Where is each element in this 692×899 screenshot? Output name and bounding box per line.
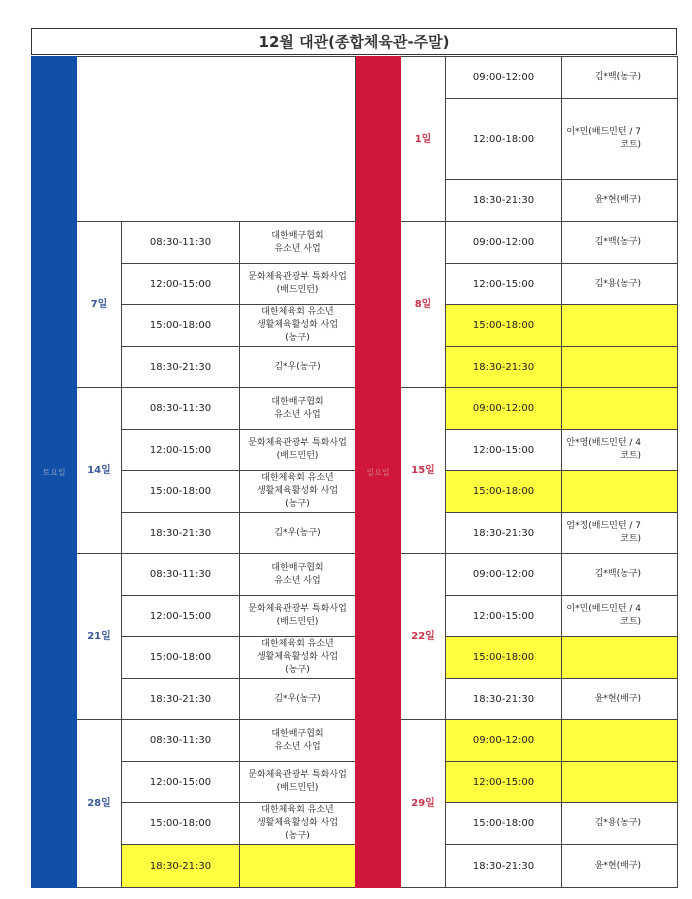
time-cell: 18:30-21:30 bbox=[446, 180, 562, 222]
time-cell: 12:00-18:00 bbox=[446, 99, 562, 180]
table-row bbox=[32, 305, 678, 347]
table-row bbox=[32, 388, 678, 430]
date-cell-sun-22: 22일 bbox=[401, 554, 446, 720]
time-cell: 12:00-15:00 bbox=[446, 596, 562, 637]
activity-cell: 윤*현(배구) bbox=[562, 180, 678, 222]
activity-cell: 대한배구협회 유소년 사업 bbox=[240, 554, 356, 596]
table-row bbox=[32, 264, 678, 305]
time-cell: 12:00-15:00 bbox=[446, 430, 562, 471]
table-row bbox=[32, 471, 678, 513]
activity-cell: 김*백(농구) bbox=[562, 57, 678, 99]
time-cell-open: 15:00-18:00 bbox=[446, 305, 562, 347]
time-cell: 08:30-11:30 bbox=[122, 222, 240, 264]
activity-cell: 윤*현(배구) bbox=[562, 679, 678, 720]
activity-cell-open bbox=[562, 720, 678, 762]
time-cell: 09:00-12:00 bbox=[446, 222, 562, 264]
activity-cell: 문화체육관광부 특화사업 (배드민턴) bbox=[240, 596, 356, 637]
table-row bbox=[32, 222, 678, 264]
table-row bbox=[32, 720, 678, 762]
activity-cell: 문화체육관광부 특화사업 (배드민턴) bbox=[240, 264, 356, 305]
activity-cell-open bbox=[562, 305, 678, 347]
activity-cell: 대한배구협회 유소년 사업 bbox=[240, 388, 356, 430]
page-title: 12월 대관(종합체육관-주말) bbox=[31, 28, 677, 55]
time-cell-open: 18:30-21:30 bbox=[446, 347, 562, 388]
time-cell: 18:30-21:30 bbox=[122, 347, 240, 388]
activity-cell: 윤*현(배구) bbox=[562, 845, 678, 888]
time-cell: 15:00-18:00 bbox=[122, 471, 240, 513]
table-row bbox=[32, 679, 678, 720]
activity-cell-open bbox=[562, 637, 678, 679]
time-cell: 18:30-21:30 bbox=[122, 679, 240, 720]
table-row bbox=[32, 845, 678, 888]
time-cell-open: 12:00-15:00 bbox=[446, 762, 562, 803]
table-row bbox=[32, 762, 678, 803]
time-cell: 15:00-18:00 bbox=[446, 803, 562, 845]
sunday-band: 일요일 bbox=[356, 57, 401, 888]
activity-cell: 이*민(배드민턴 / 4코트) bbox=[562, 596, 678, 637]
saturday-band: 토요일 bbox=[32, 57, 77, 888]
activity-cell: 대한체육회 유소년 생활체육활성화 사업 (농구) bbox=[240, 637, 356, 679]
time-cell: 12:00-15:00 bbox=[446, 264, 562, 305]
activity-cell-open bbox=[240, 845, 356, 888]
table-row bbox=[32, 554, 678, 596]
date-cell-sat-28: 28일 bbox=[77, 720, 122, 888]
table-row bbox=[32, 596, 678, 637]
time-cell-open: 15:00-18:00 bbox=[446, 637, 562, 679]
time-cell: 12:00-15:00 bbox=[122, 264, 240, 305]
activity-cell-open bbox=[562, 347, 678, 388]
rental-schedule-table bbox=[31, 56, 678, 888]
date-cell-sun-15: 15일 bbox=[401, 388, 446, 554]
activity-cell: 김*우(농구) bbox=[240, 679, 356, 720]
time-cell: 12:00-15:00 bbox=[122, 762, 240, 803]
time-cell-open: 15:00-18:00 bbox=[446, 471, 562, 513]
activity-cell-open bbox=[562, 388, 678, 430]
activity-cell: 대한배구협회 유소년 사업 bbox=[240, 222, 356, 264]
time-cell: 15:00-18:00 bbox=[122, 305, 240, 347]
time-cell: 09:00-12:00 bbox=[446, 554, 562, 596]
table-row bbox=[32, 347, 678, 388]
table-row bbox=[32, 637, 678, 679]
activity-cell: 김*백(농구) bbox=[562, 222, 678, 264]
activity-cell: 대한체육회 유소년 생활체육활성화 사업 (농구) bbox=[240, 471, 356, 513]
activity-cell: 김*용(농구) bbox=[562, 264, 678, 305]
activity-cell: 이*민(배드민턴 / 7코트) bbox=[562, 99, 678, 180]
time-cell: 12:00-15:00 bbox=[122, 596, 240, 637]
activity-cell-open bbox=[562, 762, 678, 803]
activity-cell: 안*영(배드민턴 / 4코트) bbox=[562, 430, 678, 471]
activity-cell: 대한체육회 유소년 생활체육활성화 사업 (농구) bbox=[240, 803, 356, 845]
activity-cell-open bbox=[562, 471, 678, 513]
table-row bbox=[32, 430, 678, 471]
time-cell: 08:30-11:30 bbox=[122, 554, 240, 596]
table-row bbox=[32, 513, 678, 554]
activity-cell: 김*우(농구) bbox=[240, 513, 356, 554]
time-cell: 18:30-21:30 bbox=[446, 679, 562, 720]
date-cell-sat-7: 7일 bbox=[77, 222, 122, 388]
time-cell-open: 09:00-12:00 bbox=[446, 720, 562, 762]
table-row bbox=[32, 803, 678, 845]
activity-cell: 대한배구협회 유소년 사업 bbox=[240, 720, 356, 762]
time-cell-open: 18:30-21:30 bbox=[122, 845, 240, 888]
time-cell: 15:00-18:00 bbox=[122, 803, 240, 845]
time-cell: 18:30-21:30 bbox=[122, 513, 240, 554]
table-row bbox=[32, 57, 678, 99]
time-cell: 18:30-21:30 bbox=[446, 513, 562, 554]
date-cell-sat-21: 21일 bbox=[77, 554, 122, 720]
activity-cell: 대한체육회 유소년 생활체육활성화 사업 (농구) bbox=[240, 305, 356, 347]
activity-cell: 김*백(농구) bbox=[562, 554, 678, 596]
activity-cell: 엄*정(배드민턴 / 7코트) bbox=[562, 513, 678, 554]
time-cell: 09:00-12:00 bbox=[446, 57, 562, 99]
time-cell: 08:30-11:30 bbox=[122, 388, 240, 430]
time-cell: 18:30-21:30 bbox=[446, 845, 562, 888]
time-cell: 12:00-15:00 bbox=[122, 430, 240, 471]
date-cell-sun-1: 1일 bbox=[401, 57, 446, 222]
date-cell-sun-29: 29일 bbox=[401, 720, 446, 888]
date-cell-sat-14: 14일 bbox=[77, 388, 122, 554]
activity-cell: 문화체육관광부 특화사업 (배드민턴) bbox=[240, 430, 356, 471]
time-cell-open: 09:00-12:00 bbox=[446, 388, 562, 430]
date-cell-sun-8: 8일 bbox=[401, 222, 446, 388]
time-cell: 15:00-18:00 bbox=[122, 637, 240, 679]
activity-cell: 김*용(농구) bbox=[562, 803, 678, 845]
empty-saturday-block bbox=[77, 57, 356, 222]
activity-cell: 김*우(농구) bbox=[240, 347, 356, 388]
time-cell: 08:30-11:30 bbox=[122, 720, 240, 762]
activity-cell: 문화체육관광부 특화사업 (배드민턴) bbox=[240, 762, 356, 803]
